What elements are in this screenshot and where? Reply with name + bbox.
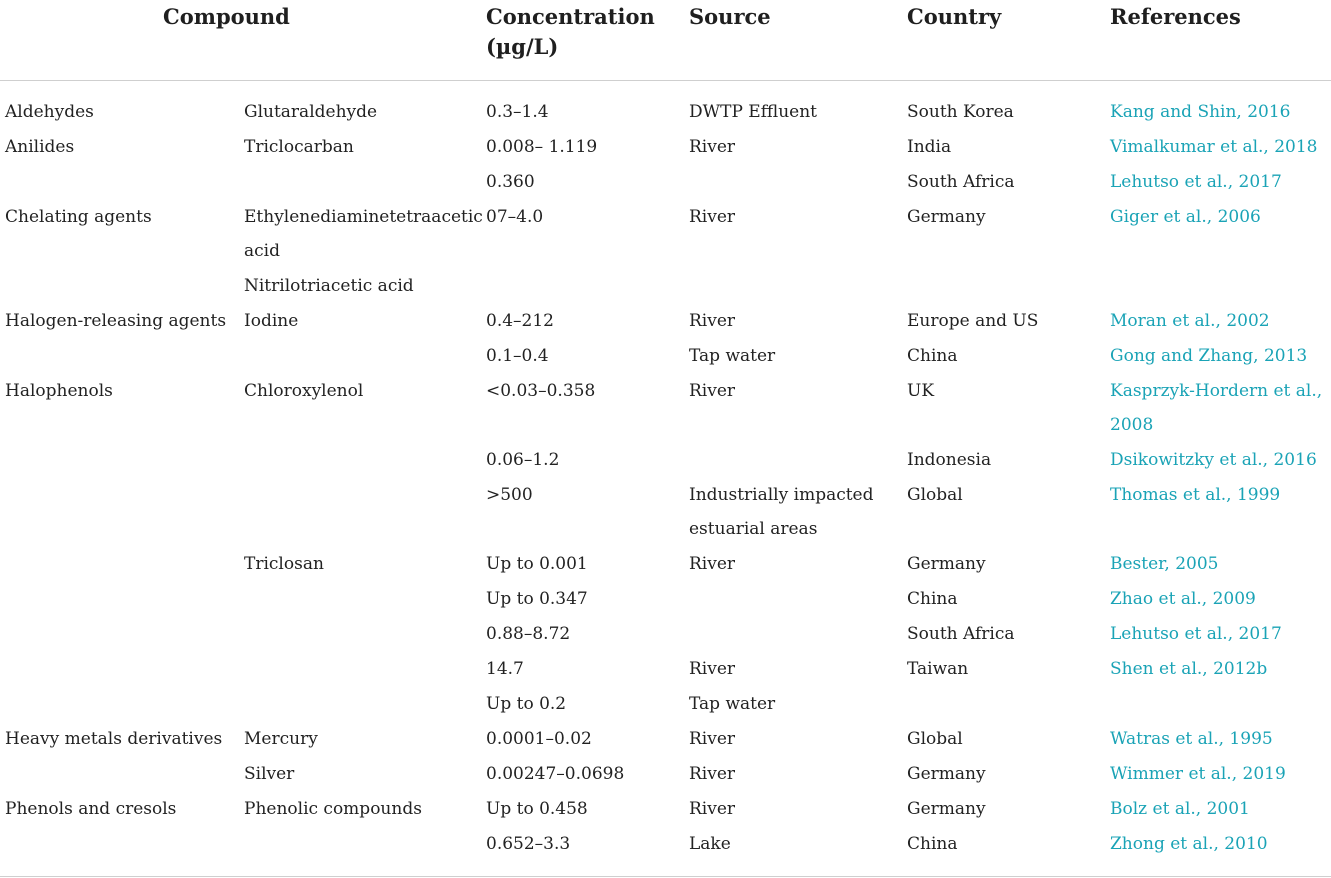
source-cell: Industrially impacted estuarial areas <box>689 485 874 539</box>
country-cell: Indonesia <box>907 450 992 470</box>
table-row <box>0 443 1331 478</box>
source-cell: Tap water <box>689 346 776 366</box>
country-cell: Europe and US <box>907 311 1039 331</box>
table-row <box>0 95 1331 130</box>
category-cell: Halogen-releasing agents <box>5 311 227 331</box>
concentration-cell: >500 <box>486 485 533 505</box>
reference-link[interactable]: Zhao et al., 2009 <box>1110 589 1256 609</box>
source-cell: Lake <box>689 834 731 854</box>
concentration-cell: Up to 0.001 <box>486 554 588 574</box>
source-cell: DWTP Effluent <box>689 102 817 122</box>
table-row <box>0 130 1331 165</box>
country-cell: China <box>907 589 958 609</box>
source-cell: River <box>689 381 736 401</box>
source-cell: River <box>689 729 736 749</box>
source-cell: River <box>689 799 736 819</box>
concentration-cell: 0.06–1.2 <box>486 450 560 470</box>
table-row <box>0 269 1331 304</box>
country-cell: China <box>907 346 958 366</box>
table-row <box>0 304 1331 339</box>
table-row <box>0 374 1331 443</box>
category-cell: Phenols and cresols <box>5 799 177 819</box>
reference-link[interactable]: Bester, 2005 <box>1110 554 1219 574</box>
category-cell: Halophenols <box>5 381 113 401</box>
country-cell: South Korea <box>907 102 1014 122</box>
table-row <box>0 652 1331 687</box>
source-cell: River <box>689 659 736 679</box>
header-concentration: Concentration (µg/L) <box>486 4 655 59</box>
category-cell: Heavy metals derivatives <box>5 729 223 749</box>
table-row <box>0 792 1331 827</box>
header-country: Country <box>907 4 1002 29</box>
country-cell: Germany <box>907 799 986 819</box>
table-header <box>0 0 1331 81</box>
reference-link[interactable]: Lehutso et al., 2017 <box>1110 624 1282 644</box>
concentration-cell: Up to 0.2 <box>486 694 567 714</box>
table-row <box>0 617 1331 652</box>
header-source: Source <box>689 4 771 29</box>
compound-cell: Nitrilotriacetic acid <box>244 276 414 296</box>
table-row <box>0 200 1331 269</box>
concentration-cell: 0.00247–0.0698 <box>486 764 625 784</box>
source-cell: River <box>689 207 736 227</box>
category-cell: Aldehydes <box>5 102 94 122</box>
reference-link[interactable]: Zhong et al., 2010 <box>1110 834 1268 854</box>
table-row <box>0 582 1331 617</box>
table-row <box>0 722 1331 757</box>
header-compound: Compound <box>163 4 290 29</box>
reference-link[interactable]: Thomas et al., 1999 <box>1110 485 1281 505</box>
source-cell: Tap water <box>689 694 776 714</box>
country-cell: Global <box>907 729 963 749</box>
compound-cell: Mercury <box>244 729 318 749</box>
country-cell: Germany <box>907 764 986 784</box>
concentration-cell: Up to 0.347 <box>486 589 588 609</box>
concentration-cell: Up to 0.458 <box>486 799 588 819</box>
compound-cell: Glutaraldehyde <box>244 102 378 122</box>
table-row <box>0 757 1331 792</box>
table-row <box>0 339 1331 374</box>
concentration-cell: <0.03–0.358 <box>486 381 596 401</box>
compound-cell: Phenolic compounds <box>244 799 422 819</box>
compound-cell: Triclosan <box>244 554 324 574</box>
concentration-cell: 0.1–0.4 <box>486 346 549 366</box>
category-cell: Anilides <box>5 137 75 157</box>
category-cell: Chelating agents <box>5 207 152 227</box>
table-body <box>0 81 1331 862</box>
table-row <box>0 687 1331 722</box>
country-cell: Germany <box>907 554 986 574</box>
concentration-cell: 07–4.0 <box>486 207 544 227</box>
reference-link[interactable]: Gong and Zhang, 2013 <box>1110 346 1308 366</box>
country-cell: India <box>907 137 952 157</box>
country-cell: Global <box>907 485 963 505</box>
concentration-cell: 0.652–3.3 <box>486 834 571 854</box>
source-cell: River <box>689 137 736 157</box>
reference-link[interactable]: Giger et al., 2006 <box>1110 207 1261 227</box>
table-row <box>0 547 1331 582</box>
concentration-cell: 0.4–212 <box>486 311 554 331</box>
compound-cell: Triclocarban <box>244 137 354 157</box>
header-references: References <box>1110 4 1241 29</box>
reference-link[interactable]: Shen et al., 2012b <box>1110 659 1268 679</box>
reference-link[interactable]: Moran et al., 2002 <box>1110 311 1270 331</box>
country-cell: Germany <box>907 207 986 227</box>
country-cell: South Africa <box>907 624 1015 644</box>
source-cell: River <box>689 554 736 574</box>
source-cell: River <box>689 311 736 331</box>
reference-link[interactable]: Bolz et al., 2001 <box>1110 799 1250 819</box>
country-cell: South Africa <box>907 172 1015 192</box>
reference-link[interactable]: Wimmer et al., 2019 <box>1110 764 1286 784</box>
table-row <box>0 165 1331 200</box>
country-cell: Taiwan <box>907 659 969 679</box>
reference-link[interactable]: Watras et al., 1995 <box>1110 729 1273 749</box>
source-cell: River <box>689 764 736 784</box>
reference-link[interactable]: Kasprzyk-Hordern et al., 2008 <box>1110 381 1323 435</box>
reference-link[interactable]: Dsikowitzky et al., 2016 <box>1110 450 1317 470</box>
concentration-cell: 0.0001–0.02 <box>486 729 592 749</box>
concentration-cell: 14.7 <box>486 659 524 679</box>
reference-link[interactable]: Vimalkumar et al., 2018 <box>1110 137 1318 157</box>
reference-link[interactable]: Kang and Shin, 2016 <box>1110 102 1291 122</box>
concentration-cell: 0.008– 1.119 <box>486 137 598 157</box>
table-row <box>0 478 1331 547</box>
compound-cell: Chloroxylenol <box>244 381 364 401</box>
concentration-cell: 0.88–8.72 <box>486 624 571 644</box>
compound-cell: Ethylenediaminetetraacetic acid <box>244 207 483 261</box>
compound-cell: Silver <box>244 764 295 784</box>
table-row <box>0 827 1331 862</box>
table-bottom-rule <box>0 876 1331 877</box>
concentration-cell: 0.3–1.4 <box>486 102 549 122</box>
concentration-cell: 0.360 <box>486 172 535 192</box>
compound-cell: Iodine <box>244 311 299 331</box>
country-cell: UK <box>907 381 935 401</box>
country-cell: China <box>907 834 958 854</box>
reference-link[interactable]: Lehutso et al., 2017 <box>1110 172 1282 192</box>
